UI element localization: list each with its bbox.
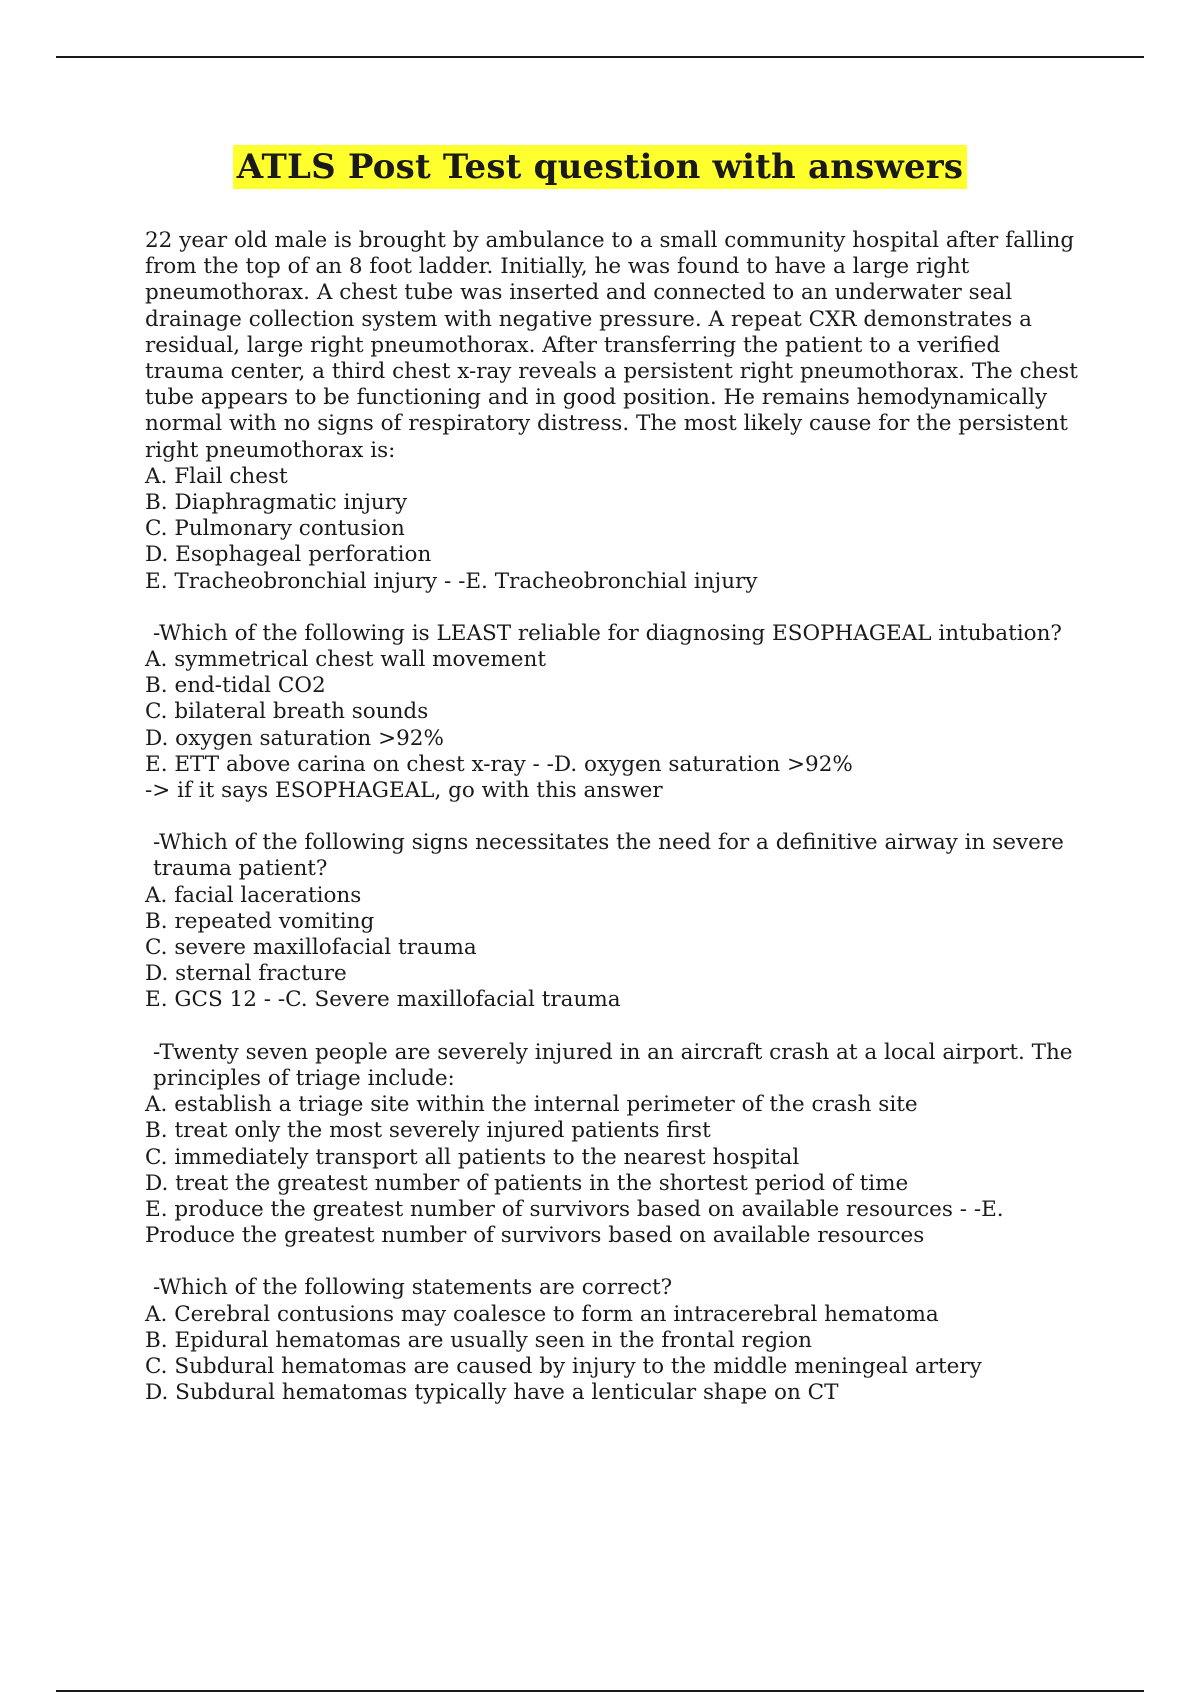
question-stem: -Which of the following statements are correct?	[153, 1275, 673, 1301]
answer-option: A. Cerebral contusions may coalesce to form an intracerebral hematoma	[145, 1301, 939, 1327]
answer-option: C. Subdural hematomas are caused by injury to the middle meningeal artery	[145, 1353, 982, 1379]
answer-option: A. facial lacerations	[145, 882, 362, 908]
top-rule	[56, 56, 1144, 58]
answer-option: D. Subdural hematomas typically have a lenticular shape on CT	[145, 1380, 839, 1406]
answer-option: C. bilateral breath sounds	[145, 699, 429, 725]
question-stem: -Which of the following signs necessitates the need for a definitive airway in severe trauma patient?	[153, 830, 1064, 882]
question-stem: 22 year old male is brought by ambulance to a small community hospital after falling from the top of an 8 foot ladder. Initially, he was found to have a large right pneumothorax. A chest tube was inserted and connected to an underwater seal drainage collection system with negative pressure. A repeat CXR demonstrates a residual, large right pneumothorax. After transferring the patient to a verified trauma center, a third chest x-ray reveals a persistent right pneumothorax. The chest tube appears to be functioning and in good position. He remains hemodynamically normal with no signs of respiratory distress. The most likely cause for the persistent right pneumothorax is:	[145, 228, 1078, 463]
answer-option: C. Pulmonary contusion	[145, 516, 405, 542]
question-block	[145, 1040, 1085, 1250]
answer-option: B. Epidural hematomas are usually seen in the frontal region	[145, 1327, 812, 1353]
answer-option: D. Esophageal perforation	[145, 542, 432, 568]
answer-option: B. repeated vomiting	[145, 908, 375, 934]
document-title: ATLS Post Test question with answers	[233, 145, 967, 189]
document-body	[145, 228, 1085, 1432]
answer-option: B. treat only the most severely injured patients first	[145, 1118, 711, 1144]
answer-note: -> if it says ESOPHAGEAL, go with this answer	[145, 778, 663, 804]
title-container	[0, 145, 1200, 189]
question-block	[145, 228, 1085, 595]
answer-option: E. Tracheobronchial injury - -E. Tracheobronchial injury	[145, 568, 758, 594]
bottom-rule	[56, 1690, 1144, 1692]
answer-option: E. ETT above carina on chest x-ray - -D. oxygen saturation >92%	[145, 751, 853, 777]
answer-option: B. end-tidal CO2	[145, 673, 326, 699]
question-block	[145, 621, 1085, 804]
answer-option: C. severe maxillofacial trauma	[145, 935, 477, 961]
answer-option: C. immediately transport all patients to the nearest hospital	[145, 1144, 800, 1170]
answer-option: A. establish a triage site within the internal perimeter of the crash site	[145, 1092, 918, 1118]
answer-option: B. Diaphragmatic injury	[145, 490, 408, 516]
answer-option: A. symmetrical chest wall movement	[145, 647, 546, 673]
question-stem: -Which of the following is LEAST reliable for diagnosing ESOPHAGEAL intubation?	[153, 620, 1062, 646]
answer-option: A. Flail chest	[145, 463, 288, 489]
question-stem: -Twenty seven people are severely injured in an aircraft crash at a local airport. The principles of triage include:	[153, 1039, 1073, 1091]
answer-option: D. sternal fracture	[145, 961, 347, 987]
answer-option: E. produce the greatest number of survivors based on available resources - -E. Produce the greatest number of survivors based on available resources	[145, 1196, 1004, 1249]
question-block	[145, 1275, 1085, 1406]
question-block	[145, 830, 1085, 1013]
answer-option: D. oxygen saturation >92%	[145, 725, 444, 751]
answer-option: D. treat the greatest number of patients in the shortest period of time	[145, 1170, 909, 1196]
answer-option: E. GCS 12 - -C. Severe maxillofacial trauma	[145, 987, 621, 1013]
